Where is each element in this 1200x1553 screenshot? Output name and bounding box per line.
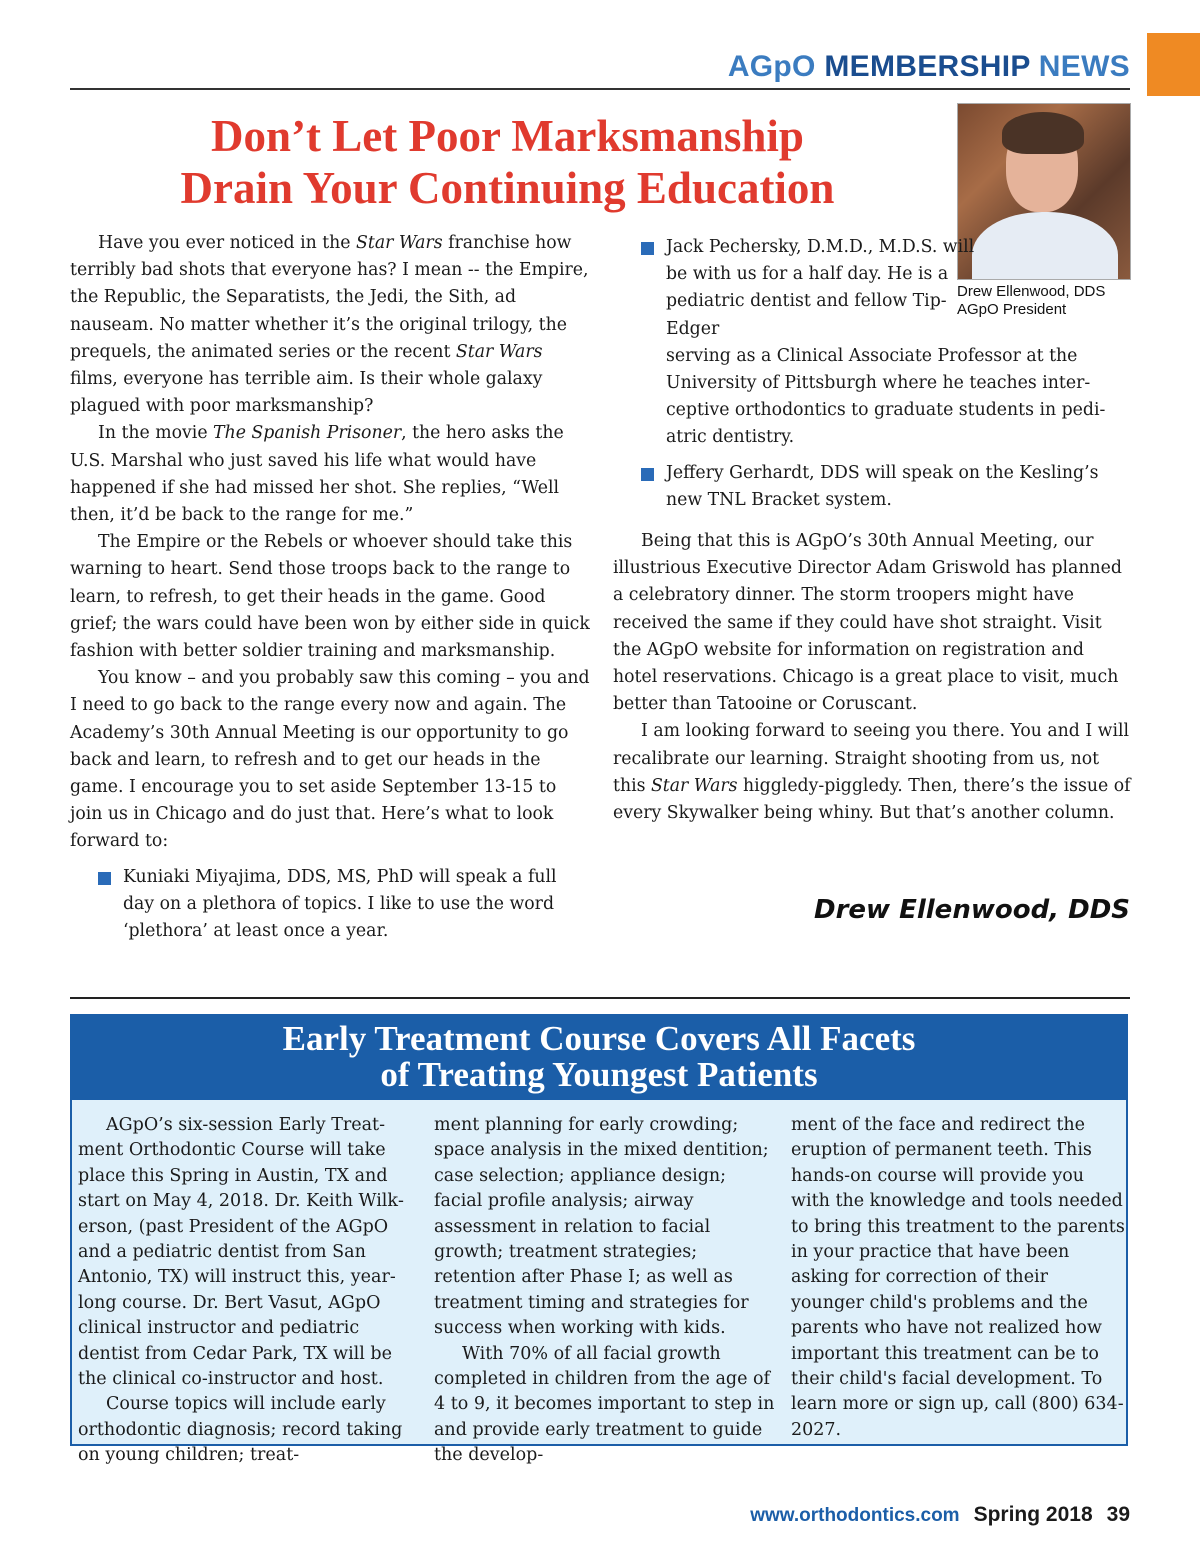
section-header-membership: MEMBERSHIP	[824, 50, 1031, 83]
box-paragraph-3: ment planning for early crowding; space analysis in the mixed dentition; case selection; appliance design; facial profile analysis; airway assessment in relation to facial growth; treatment strategies; retention after Phase I; as well as treatment timing and strategies for success when working with kids.	[434, 1115, 769, 1339]
speaker-list-2	[613, 234, 1133, 514]
headline-line-1: Don’t Let Poor Marksmanship	[211, 111, 804, 161]
box-column-2	[434, 1113, 779, 1469]
speaker-bullet-miyajima: Kuniaki Miyajima, DDS, MS, PhD will speak a full day on a plethora of topics. I like to use the word ‘plethora’ at least once a year.	[70, 864, 592, 946]
caption-name: Drew Ellenwood, DDS	[957, 283, 1106, 300]
section-header-agpo: AGpO	[727, 50, 816, 83]
paragraph-5: Being that this is AGpO’s 30th Annual Meeting, our illustrious Executive Director Adam Griswold has planned a celebratory dinner. The storm troopers might have received the same if they could have shot straight. Visit the AGpO website for information on registration and hotel reservations. Chicago is a great place to visit, much better than Tatooine or Coruscant.	[613, 531, 1122, 715]
header-rule	[70, 88, 1130, 90]
author-signature: Drew Ellenwood, DDS	[813, 895, 1130, 925]
early-treatment-box	[70, 1014, 1128, 1466]
caption-title: AGpO President	[957, 301, 1067, 318]
box-headline-line-2: of Treating Youngest Patients	[380, 1055, 818, 1094]
box-paragraph-4: With 70% of all facial growth completed in children from the age of 4 to 9, it becomes important to step in and provide early treatment to guide the develop-	[434, 1343, 775, 1466]
paragraph-1: Have you ever noticed in the Star Wars franchise how terribly bad shots that everyone has? I mean -- the Empire, the Republic, the Separatists, the Jedi, the Sith, ad nauseam. No matter whether it’s the original trilogy, the prequels, the animated series or the recent Star Wars films, everyone has terrible aim. Is their whole galaxy plagued with poor marksmanship?	[70, 233, 589, 417]
article-column-1	[70, 230, 592, 953]
box-paragraph-5: ment of the face and redirect the eruption of permanent teeth. This hands-on course will provide you with the knowledge and tools needed to bring this treatment to the parents in your practice that have been asking for correction of their younger child's problems and the parents who have not realized how important this treatment can be to their child's facial development. To learn more or sign up, call (800) 634-2027.	[791, 1115, 1125, 1440]
paragraph-3: The Empire or the Rebels or whoever should take this warning to heart. Send those troops back to the range to learn, to refresh, to get their heads in the game. Good grief; the wars could have been won by either side in quick fashion with better soldier training and marksmanship.	[70, 532, 590, 662]
paragraph-4: You know – and you probably saw this coming – you and I need to go back to the range every now and again. The Academy’s 30th Annual Meeting is our opportunity to go back and learn, to refresh and to get our heads in the game. I encourage you to set aside September 13-15 to join us in Chicago and do just that. Here’s what to look forward to:	[70, 668, 590, 852]
orange-section-tab	[1147, 33, 1200, 96]
speaker-bullet-pechersky: Jack Pechersky, D.M.D., M.D.S. will be with us for a half day. He is a pediatric dentist and fellow Tip-Edger serving as a Clinical Associate Professor at the University of Pittsburgh where he teaches interceptive orthodontics to graduate students in pediatric dentistry.	[613, 234, 1133, 452]
section-divider	[70, 997, 1130, 999]
page-number: 39	[1106, 1503, 1130, 1526]
footer-issue: Spring 2018	[973, 1503, 1093, 1526]
box-column-3	[791, 1113, 1126, 1443]
page-footer	[750, 1503, 1130, 1527]
box-headline	[72, 1016, 1126, 1100]
box-column-1	[78, 1113, 418, 1469]
section-header-news: NEWS	[1038, 50, 1130, 83]
photo-hair	[1002, 112, 1084, 154]
box-paragraph-2: Course topics will include early orthodontic diagnosis; record taking on young children; treat-	[78, 1394, 403, 1466]
paragraph-2: In the movie The Spanish Prisoner, the hero asks the U.S. Marshal who just saved his life what would have happened if she had missed her shot. She replies, “Well then, it’d be back to the range for me.”	[70, 423, 564, 526]
article-column-2	[613, 234, 1133, 827]
box-paragraph-1: AGpO’s six-session Early Treatment Orthodontic Course will take place this Spring in Austin, TX and start on May 4, 2018. Dr. Keith Wilkerson, (past President of the AGpO and a pediatric dentist from San Antonio, TX) will instruct this, year-long course. Dr. Bert Vasut, AGpO clinical instructor and pediatric dentist from Cedar Park, TX will be the clinical co-instructor and host.	[78, 1115, 404, 1390]
speaker-bullet-gerhardt: Jeffery Gerhardt, DDS will speak on the Kesling’s new TNL Bracket system.	[613, 460, 1133, 514]
speaker-list-1	[70, 864, 592, 946]
section-header	[728, 50, 1130, 84]
box-headline-line-1: Early Treatment Course Covers All Facets	[282, 1019, 916, 1058]
article-headline	[70, 110, 945, 214]
paragraph-6: I am looking forward to seeing you there. You and I will recalibrate our learning. Straight shooting from us, not this Star Wars higgledy-piggledy. Then, there’s the issue of every Skywalker being whiny. But that’s another column.	[613, 721, 1131, 824]
footer-website-link[interactable]: www.orthodontics.com	[750, 1505, 960, 1526]
headline-line-2: Drain Your Continuing Education	[180, 163, 835, 213]
